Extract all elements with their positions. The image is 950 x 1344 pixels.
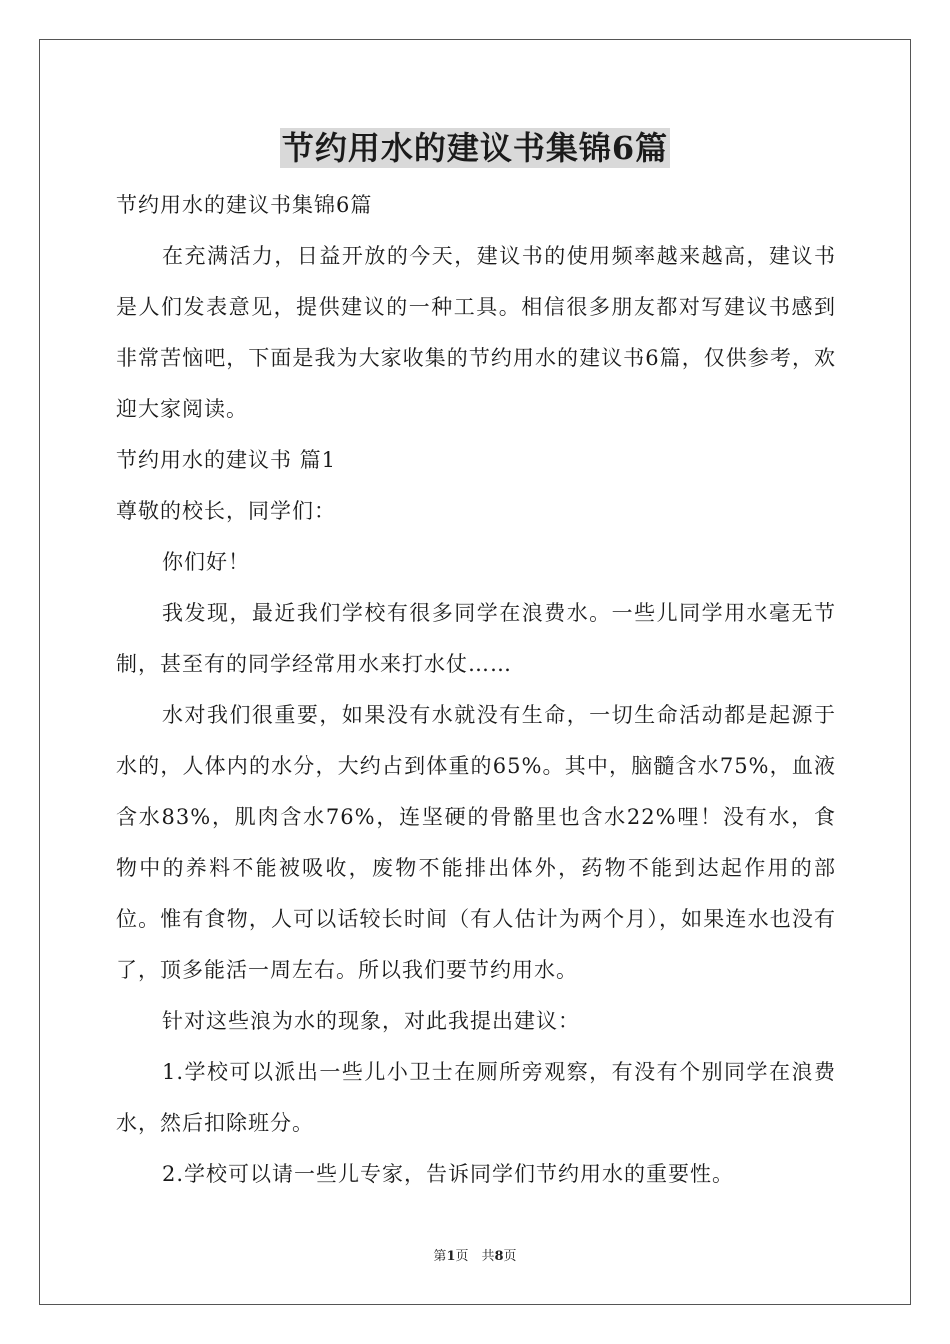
footer-mid: 页 共	[455, 1249, 495, 1264]
document-subtitle: 节约用水的建议书集锦6篇	[116, 193, 373, 217]
paragraph: 我发现，最近我们学校有很多同学在浪费水。一些儿同学用水毫无节制，甚至有的同学经常用水来打水仗……	[116, 601, 836, 676]
footer-prefix: 第	[433, 1249, 447, 1264]
document-body	[116, 180, 836, 1200]
paragraph: 水对我们很重要，如果没有水就没有生命，一切生命活动都是起源于水的，人体内的水分，大约占到体重的65%。其中，脑髓含水75%，血液含水83%，肌肉含水76%，连坚硬的骨骼里也含水22%哩！没有水，食物中的养料不能被吸收，废物不能排出体外，药物不能到达起作用的部位。惟有食物，人可以话较长时间（有人估计为两个月），如果连水也没有了，顶多能活一周左右。所以我们要节约用水。	[116, 703, 836, 982]
paragraph-intro: 在充满活力，日益开放的今天，建议书的使用频率越来越高，建议书是人们发表意见，提供建议的一种工具。相信很多朋友都对写建议书感到非常苦恼吧，下面是我为大家收集的节约用水的建议书6篇，仅供参考，欢迎大家阅读。	[116, 244, 836, 421]
document-title: 节约用水的建议书集锦6篇	[281, 129, 669, 167]
list-item: 2.学校可以请一些儿专家，告诉同学们节约用水的重要性。	[162, 1162, 735, 1186]
page-number: 1	[446, 1249, 456, 1264]
list-item: 1.学校可以派出一些儿小卫士在厕所旁观察，有没有个别同学在浪费水，然后扣除班分。	[116, 1060, 836, 1135]
page-total: 8	[494, 1249, 504, 1264]
section-heading: 节约用水的建议书 篇1	[116, 448, 337, 472]
title-wrap	[0, 128, 950, 168]
salutation: 尊敬的校长，同学们：	[116, 499, 336, 523]
footer-suffix: 页	[503, 1249, 517, 1264]
page-footer	[0, 1245, 950, 1264]
greeting: 你们好！	[162, 550, 250, 574]
paragraph: 针对这些浪为水的现象，对此我提出建议：	[162, 1009, 580, 1033]
